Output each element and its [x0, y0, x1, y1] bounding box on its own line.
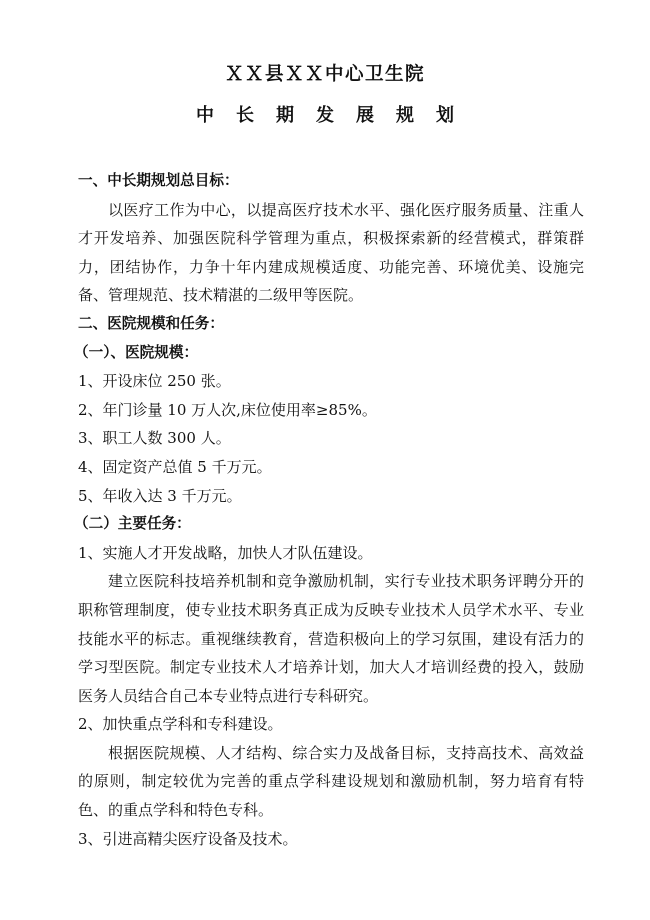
section-1-paragraph: 以医疗工作为中心，以提高医疗技术水平、强化医疗服务质量、注重人才开发培养、加强医院科学管理为重点，积极探索新的经营模式，群策群力，团结协作，力争十年内建成规模适度、功能完善、环境优美、设施完备、管理规范、技术精湛的二级甲等医院。	[78, 200, 584, 305]
task-1-heading: 1、实施人才开发战略，加快人才队伍建设。	[78, 543, 373, 562]
scale-item-3: 3、职工人数 300 人。	[78, 429, 231, 448]
scale-item-2: 2、年门诊量 10 万人次,床位使用率≥85%。	[78, 400, 377, 419]
subsection-1-heading: （一）、医院规模：	[74, 343, 199, 361]
scale-item-4: 4、固定资产总值 5 千万元。	[78, 457, 272, 476]
document-subtitle: 中长期发展规划	[196, 105, 476, 126]
task-3-heading: 3、引进高精尖医疗设备及技术。	[78, 829, 298, 848]
document-title: ＸＸ县ＸＸ中心卫生院	[224, 64, 425, 85]
scale-item-5: 5、年收入达 3 千万元。	[78, 486, 242, 505]
subsection-2-heading: （二）主要任务：	[74, 515, 191, 533]
scale-item-1: 1、开设床位 250 张。	[78, 372, 231, 391]
section-2-heading: 二、医院规模和任务：	[78, 314, 224, 332]
task-1-paragraph: 建立医院科技培养机制和竞争激励机制，实行专业技术职务评聘分开的职称管理制度，使专业技术职务真正成为反映专业技术人员学术水平、专业技能水平的标志。重视继续教育，营造积极向上的学习氛围，建设有活力的学习型医院。制定专业技术人才培养计划，加大人才培训经费的投入，鼓励医务人员结合自己本专业特点进行专科研究。	[78, 572, 584, 705]
document-body	[74, 167, 584, 853]
section-1-heading: 一、中长期规划总目标：	[78, 172, 239, 189]
task-2-heading: 2、加快重点学科和专科建设。	[78, 715, 283, 734]
task-2-paragraph: 根据医院规模、人才结构、综合实力及战备目标，支持高技术、高效益的原则，制定较优为完善的重点学科建设规划和激励机制，努力培育有特色、的重点学科和特色专科。	[78, 743, 584, 820]
